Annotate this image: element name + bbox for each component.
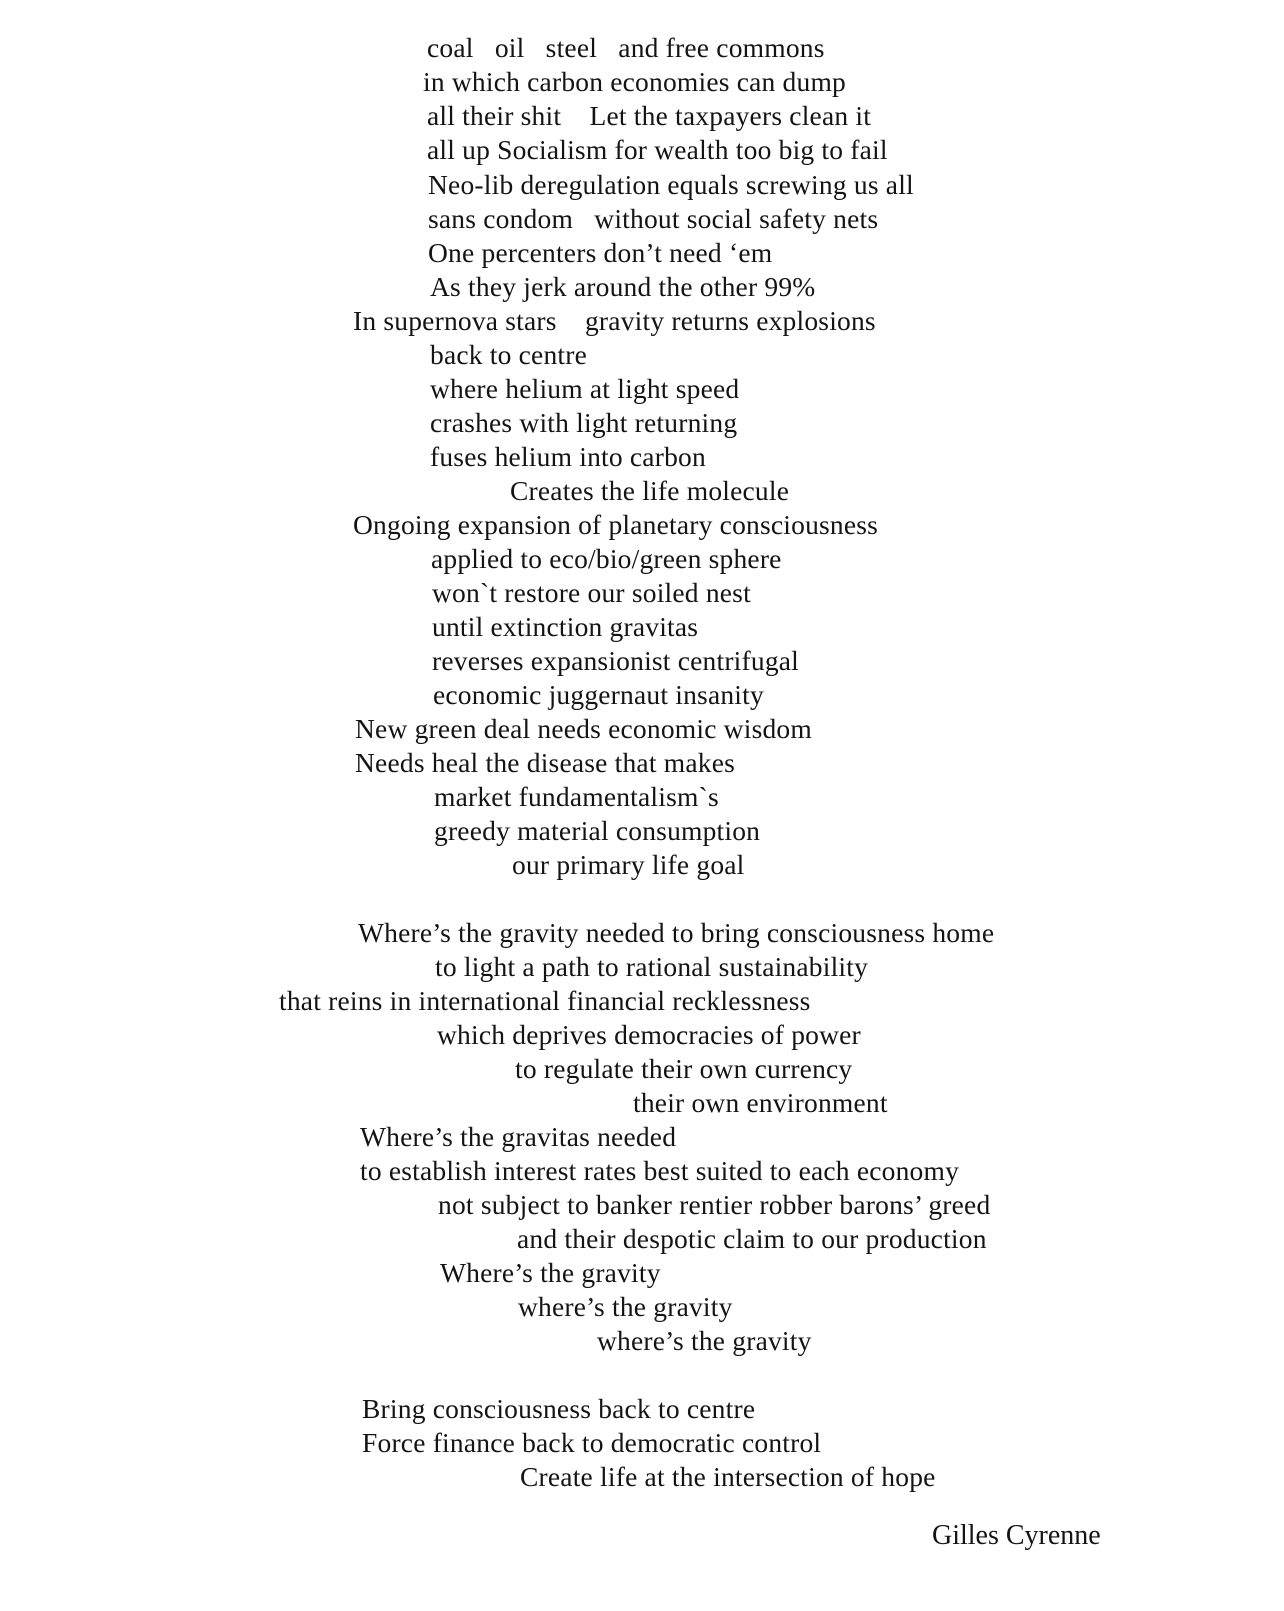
poem-line: Where’s the gravity — [440, 1257, 661, 1288]
poem-line: market fundamentalism`s — [434, 781, 719, 812]
poem-line: to light a path to rational sustainability — [435, 951, 869, 982]
poem-line: crashes with light returning — [430, 407, 738, 438]
poem-line: not subject to banker rentier robber barons’ greed — [438, 1189, 991, 1220]
poem-line: One percenters don’t need ‘em — [428, 237, 773, 268]
poem-line: coal oil steel and free commons — [427, 32, 825, 63]
poem-line: sans condom without social safety nets — [428, 203, 879, 234]
poem-line: all up Socialism for wealth too big to fail — [427, 134, 888, 165]
poem-line: Force finance back to democratic control — [362, 1427, 822, 1458]
poem-line: where helium at light speed — [430, 373, 740, 404]
poem-line: in which carbon economies can dump — [423, 66, 846, 97]
poem-line: New green deal needs economic wisdom — [355, 713, 812, 744]
poem-line: which deprives democracies of power — [437, 1019, 861, 1050]
poem-line: our primary life goal — [512, 849, 745, 880]
poem-line: Create life at the intersection of hope — [520, 1461, 936, 1492]
poem-line: In supernova stars gravity returns explosions — [353, 305, 876, 336]
poem-line: Where’s the gravity needed to bring consciousness home — [358, 917, 995, 948]
poem-line: and their despotic claim to our production — [517, 1223, 987, 1254]
poem-line: As they jerk around the other 99% — [430, 271, 816, 302]
poem-line: Ongoing expansion of planetary consciousness — [353, 509, 879, 540]
poem-line: greedy material consumption — [434, 815, 761, 846]
poem-line: applied to eco/bio/green sphere — [431, 543, 782, 574]
poem-line: until extinction gravitas — [432, 611, 699, 642]
poem-line: that reins in international financial recklessness — [279, 985, 811, 1016]
poem-line: where’s the gravity — [597, 1325, 812, 1356]
poem-line: Creates the life molecule — [510, 475, 790, 506]
poem-line: Needs heal the disease that makes — [355, 747, 735, 778]
poem-line: all their shit Let the taxpayers clean it — [427, 100, 872, 131]
poem-line: reverses expansionist centrifugal — [432, 645, 800, 676]
poem-line: to establish interest rates best suited to each economy — [360, 1155, 960, 1186]
poem-line: their own environment — [633, 1087, 888, 1118]
author-signature: Gilles Cyrenne — [932, 1520, 1101, 1551]
poem-line: to regulate their own currency — [515, 1053, 853, 1084]
poem-line: where’s the gravity — [518, 1291, 733, 1322]
poem-line: Where’s the gravitas needed — [360, 1121, 677, 1152]
poem-line: economic juggernaut insanity — [433, 679, 764, 710]
poem-line: fuses helium into carbon — [430, 441, 706, 472]
poem-line: won`t restore our soiled nest — [432, 577, 751, 608]
poem-line: Bring consciousness back to centre — [362, 1393, 756, 1424]
poem-line: Neo-lib deregulation equals screwing us all — [428, 169, 914, 200]
poem-line: back to centre — [430, 339, 588, 370]
